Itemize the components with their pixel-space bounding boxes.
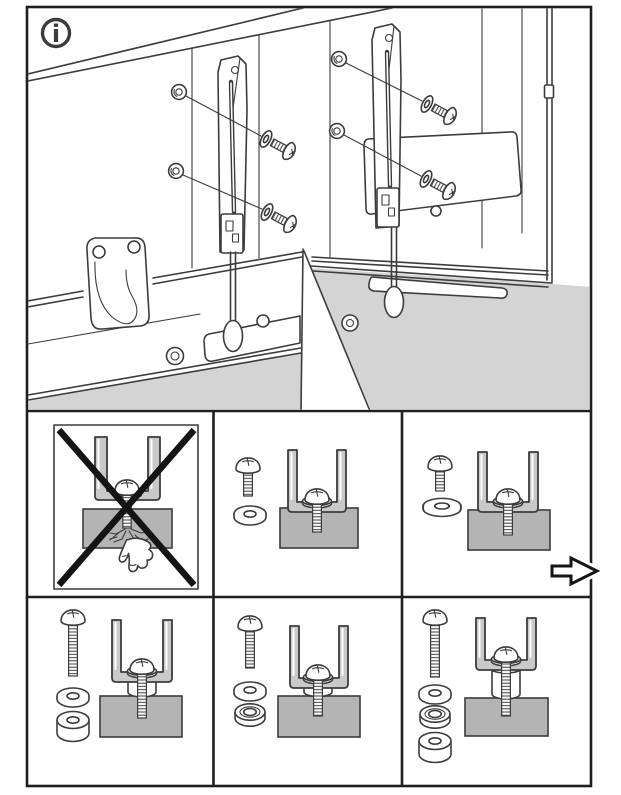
parts-screw bbox=[419, 610, 451, 763]
handle-cutout bbox=[87, 238, 149, 329]
parts-screw bbox=[234, 616, 266, 726]
prohibition-x-mark bbox=[59, 430, 194, 585]
tv-back-overview bbox=[28, 8, 591, 414]
cell-prohibition-cracked-panel bbox=[54, 425, 198, 589]
strap-end-right bbox=[385, 287, 404, 318]
screw-washer-pair bbox=[258, 129, 298, 162]
screw-washer-pair bbox=[259, 202, 299, 235]
cell-screw-washer-ring bbox=[234, 616, 360, 737]
cell-long-screw-washer-spacer bbox=[57, 610, 182, 742]
assembly bbox=[280, 450, 358, 548]
assembly bbox=[468, 452, 550, 550]
cell-long-screw-washer-ring-spacer bbox=[419, 610, 548, 763]
strap-end-left bbox=[224, 321, 243, 352]
info-icon bbox=[43, 20, 70, 49]
assembly bbox=[100, 620, 182, 737]
assembly bbox=[465, 618, 548, 736]
left-anti-tip-bracket bbox=[218, 56, 247, 352]
parts-screw bbox=[57, 610, 89, 742]
info-icon-glyph: i bbox=[51, 20, 61, 48]
assembly bbox=[278, 626, 360, 737]
pointing-hand-icon bbox=[119, 538, 152, 571]
screw-washer-pair bbox=[419, 94, 459, 127]
cell-screw-wide-washer bbox=[423, 452, 550, 550]
parts-screw bbox=[234, 458, 266, 525]
cell-screw-washer bbox=[234, 450, 358, 548]
parts-screw bbox=[423, 456, 461, 517]
